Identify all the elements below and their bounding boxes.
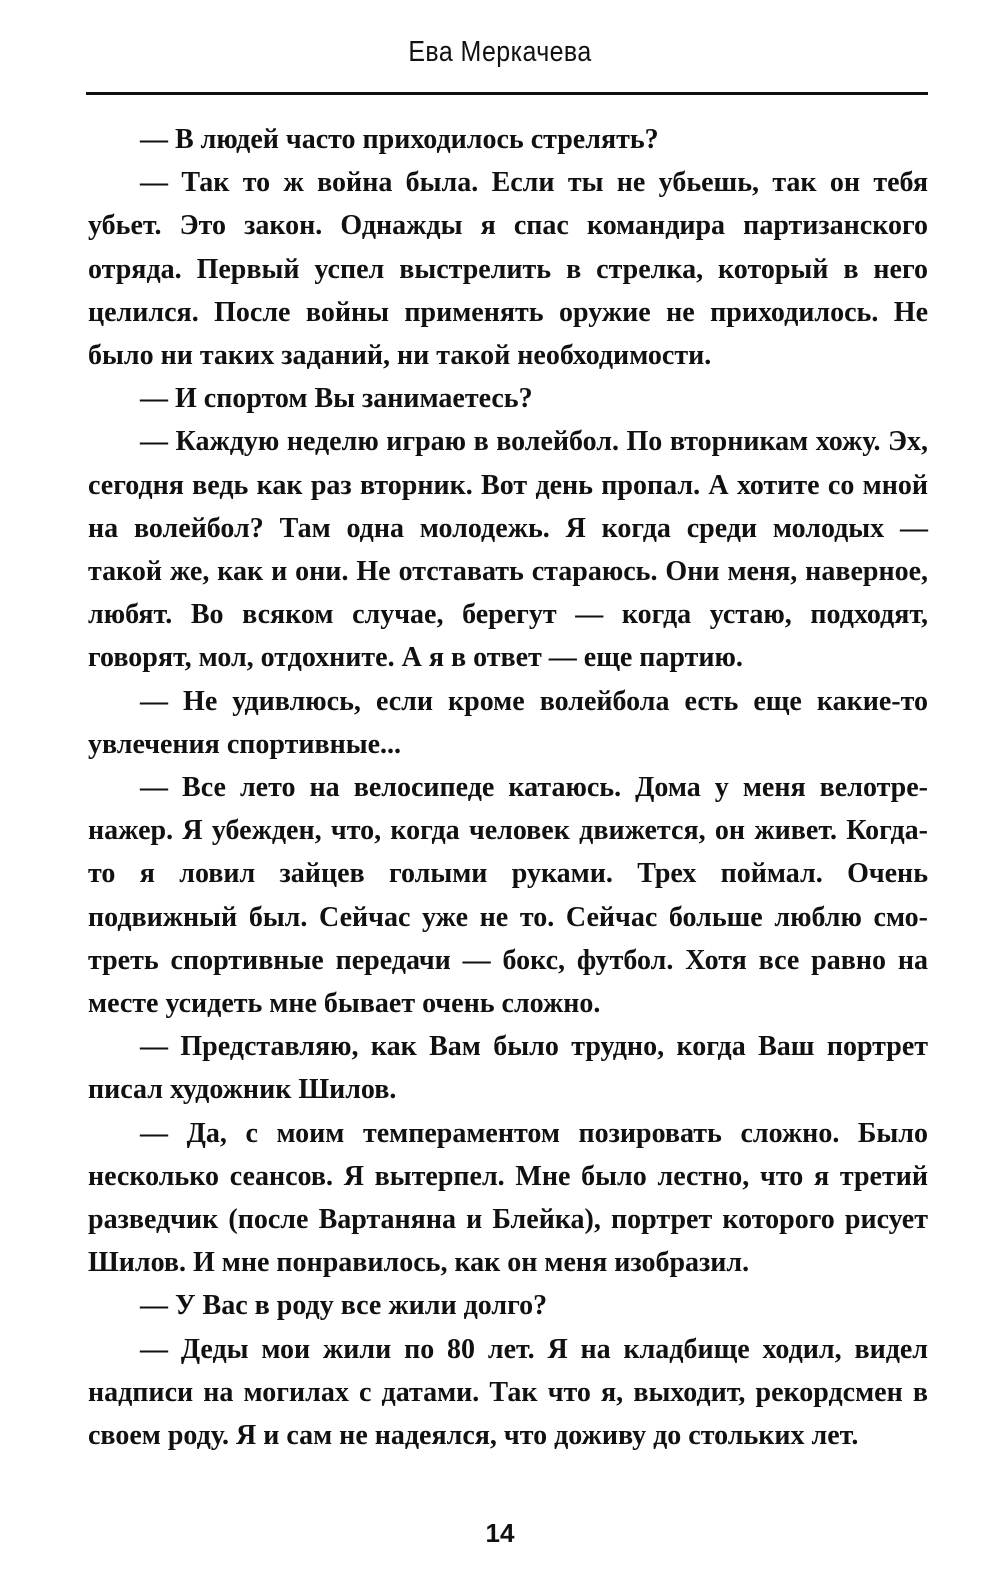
paragraph: — Все лето на велосипеде катаюсь. Дома у меня велотренажер. Я убежден, что, когда человек движется, он живет. Когда-то я ловил зайцев голыми руками. Трех поймал. Очень подвижный был. Сейчас уже не то. Сейчас больше люблю смотреть спортивные передачи — бокс, футбол. Хотя все равно на месте усидеть мне бывает очень сложно. — [88, 772, 928, 1020]
paragraph: — Представляю, как Вам было трудно, когда Ваш портрет писал художник Шилов. — [88, 1031, 928, 1106]
paragraph: — Не удивлюсь, если кроме волейбола есть еще какие-то увлечения спортивные... — [88, 685, 928, 760]
page-body — [88, 118, 928, 1457]
paragraph: — Так то ж война была. Если ты не убьешь, так он тебя убьет. Это закон. Однажды я спас командира партизанского отряда. Первый успел выстрелить в стрелка, который в него целился. После войны применять оружие не приходилось. Не было ни таких заданий, ни такой необходимости. — [88, 167, 928, 372]
paragraph: — И спортом Вы занимаетесь? — [140, 383, 533, 415]
paragraph: — В людей часто приходилось стрелять? — [140, 124, 659, 155]
page-number: 14 — [485, 1518, 515, 1548]
paragraph: — Да, с моим темпераментом позировать сложно. Было несколько сеансов. Я вытерпел. Мне было лестно, что я третий разведчик (после Вартаняна и Блейка), портрет которого рисует Шилов. И мне понравилось, как он меня изобразил. — [88, 1117, 928, 1279]
paragraph: — Деды мои жили по 80 лет. Я на кладбище ходил, видел надписи на могилах с датами. Так что я, выходит, рекордсмен в своем роду. Я и сам не надеялся, что доживу до стольких лет. — [88, 1333, 928, 1452]
paragraph: — У Вас в роду все жили долго? — [140, 1290, 548, 1322]
header-rule — [86, 92, 928, 95]
paragraph: — Каждую неделю играю в волейбол. По вторникам хожу. Эх, сегодня ведь как раз вторник. Вот день пропал. А хотите со мной на волейбол? Там одна молодежь. Я когда среди молодых — такой же, как и они. Не отставать стараюсь. Они меня, наверное, любят. Во всяком случае, берегут — когда устаю, подходят, говорят, мол, отдохните. А я в ответ — еще партию. — [88, 426, 928, 674]
running-head-author: Ева Меркачева — [408, 36, 592, 68]
